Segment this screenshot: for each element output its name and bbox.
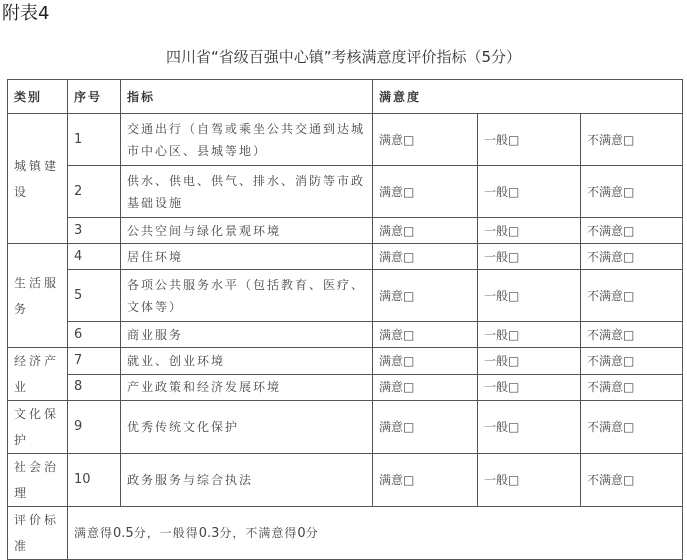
satisfaction-table bbox=[7, 79, 683, 560]
row-number: 1 bbox=[68, 114, 121, 166]
table-row bbox=[8, 114, 683, 166]
option-satisfied: 满意□ bbox=[373, 270, 478, 322]
option-satisfied: 满意□ bbox=[373, 166, 478, 218]
option-unsatisfied: 不满意□ bbox=[581, 218, 683, 244]
option-unsatisfied: 不满意□ bbox=[581, 374, 683, 401]
option-satisfied: 满意□ bbox=[373, 218, 478, 244]
row-indicator: 产业政策和经济发展环境 bbox=[121, 374, 373, 401]
table-row bbox=[8, 348, 683, 375]
header-number: 序号 bbox=[68, 80, 121, 114]
option-unsatisfied: 不满意□ bbox=[581, 401, 683, 454]
score-satisfied: 0.5 bbox=[113, 525, 134, 541]
option-average: 一般□ bbox=[478, 322, 581, 348]
footer-row bbox=[8, 507, 683, 560]
table-row bbox=[8, 322, 683, 348]
row-indicator: 公共空间与绿化景观环境 bbox=[121, 218, 373, 244]
scoring-text: 满意得 bbox=[74, 525, 114, 540]
row-number: 3 bbox=[68, 218, 121, 244]
row-indicator: 居住环境 bbox=[121, 244, 373, 270]
table-row bbox=[8, 270, 683, 322]
table-row bbox=[8, 454, 683, 507]
option-unsatisfied: 不满意□ bbox=[581, 114, 683, 166]
option-satisfied: 满意□ bbox=[373, 348, 478, 375]
table-row bbox=[8, 244, 683, 270]
scoring-text: 分 bbox=[305, 525, 319, 540]
category-governance: 社会治理 bbox=[8, 454, 68, 507]
score-unsatisfied: 0 bbox=[297, 525, 306, 541]
row-number: 4 bbox=[68, 244, 121, 270]
row-number: 10 bbox=[68, 454, 121, 507]
option-unsatisfied: 不满意□ bbox=[581, 454, 683, 507]
table-row bbox=[8, 374, 683, 401]
row-indicator: 各项公共服务水平（包括教育、医疗、文体等） bbox=[121, 270, 373, 322]
option-satisfied: 满意□ bbox=[373, 114, 478, 166]
row-number: 6 bbox=[68, 322, 121, 348]
option-satisfied: 满意□ bbox=[373, 374, 478, 401]
option-unsatisfied: 不满意□ bbox=[581, 244, 683, 270]
category-culture: 文化保护 bbox=[8, 401, 68, 454]
header-row bbox=[8, 80, 683, 114]
option-average: 一般□ bbox=[478, 270, 581, 322]
scoring-text: 分，一般得 bbox=[133, 525, 199, 540]
category-town: 城镇建设 bbox=[8, 114, 68, 244]
header-satisfaction: 满意度 bbox=[373, 80, 683, 114]
category-life: 生活服务 bbox=[8, 244, 68, 348]
option-satisfied: 满意□ bbox=[373, 401, 478, 454]
header-category: 类别 bbox=[8, 80, 68, 114]
scoring-text: 分，不满意得 bbox=[219, 525, 298, 540]
option-satisfied: 满意□ bbox=[373, 454, 478, 507]
row-indicator: 就业、创业环境 bbox=[121, 348, 373, 375]
option-unsatisfied: 不满意□ bbox=[581, 270, 683, 322]
option-satisfied: 满意□ bbox=[373, 244, 478, 270]
table-row bbox=[8, 401, 683, 454]
option-average: 一般□ bbox=[478, 166, 581, 218]
option-average: 一般□ bbox=[478, 401, 581, 454]
option-unsatisfied: 不满意□ bbox=[581, 166, 683, 218]
row-indicator: 供水、供电、供气、排水、消防等市政基础设施 bbox=[121, 166, 373, 218]
option-average: 一般□ bbox=[478, 454, 581, 507]
appendix-label: 附表4 bbox=[2, 3, 50, 24]
option-average: 一般□ bbox=[478, 348, 581, 375]
option-average: 一般□ bbox=[478, 244, 581, 270]
option-unsatisfied: 不满意□ bbox=[581, 348, 683, 375]
row-number: 8 bbox=[68, 374, 121, 401]
header-indicator: 指标 bbox=[121, 80, 373, 114]
option-satisfied: 满意□ bbox=[373, 322, 478, 348]
table-row bbox=[8, 166, 683, 218]
row-number: 5 bbox=[68, 270, 121, 322]
row-indicator: 优秀传统文化保护 bbox=[121, 401, 373, 454]
option-average: 一般□ bbox=[478, 218, 581, 244]
row-indicator: 交通出行（自驾或乘坐公共交通到达城市中心区、县城等地） bbox=[121, 114, 373, 166]
scoring-standard bbox=[68, 507, 683, 560]
row-number: 9 bbox=[68, 401, 121, 454]
row-indicator: 政务服务与综合执法 bbox=[121, 454, 373, 507]
option-average: 一般□ bbox=[478, 374, 581, 401]
row-number: 7 bbox=[68, 348, 121, 375]
category-economy: 经济产业 bbox=[8, 348, 68, 401]
table-row bbox=[8, 218, 683, 244]
score-average: 0.3 bbox=[198, 525, 220, 541]
table-title: 四川省“省级百强中心镇”考核满意度评价指标（5分） bbox=[165, 48, 522, 66]
option-unsatisfied: 不满意□ bbox=[581, 322, 683, 348]
row-number: 2 bbox=[68, 166, 121, 218]
footer-label: 评价标准 bbox=[8, 507, 68, 560]
row-indicator: 商业服务 bbox=[121, 322, 373, 348]
option-average: 一般□ bbox=[478, 114, 581, 166]
